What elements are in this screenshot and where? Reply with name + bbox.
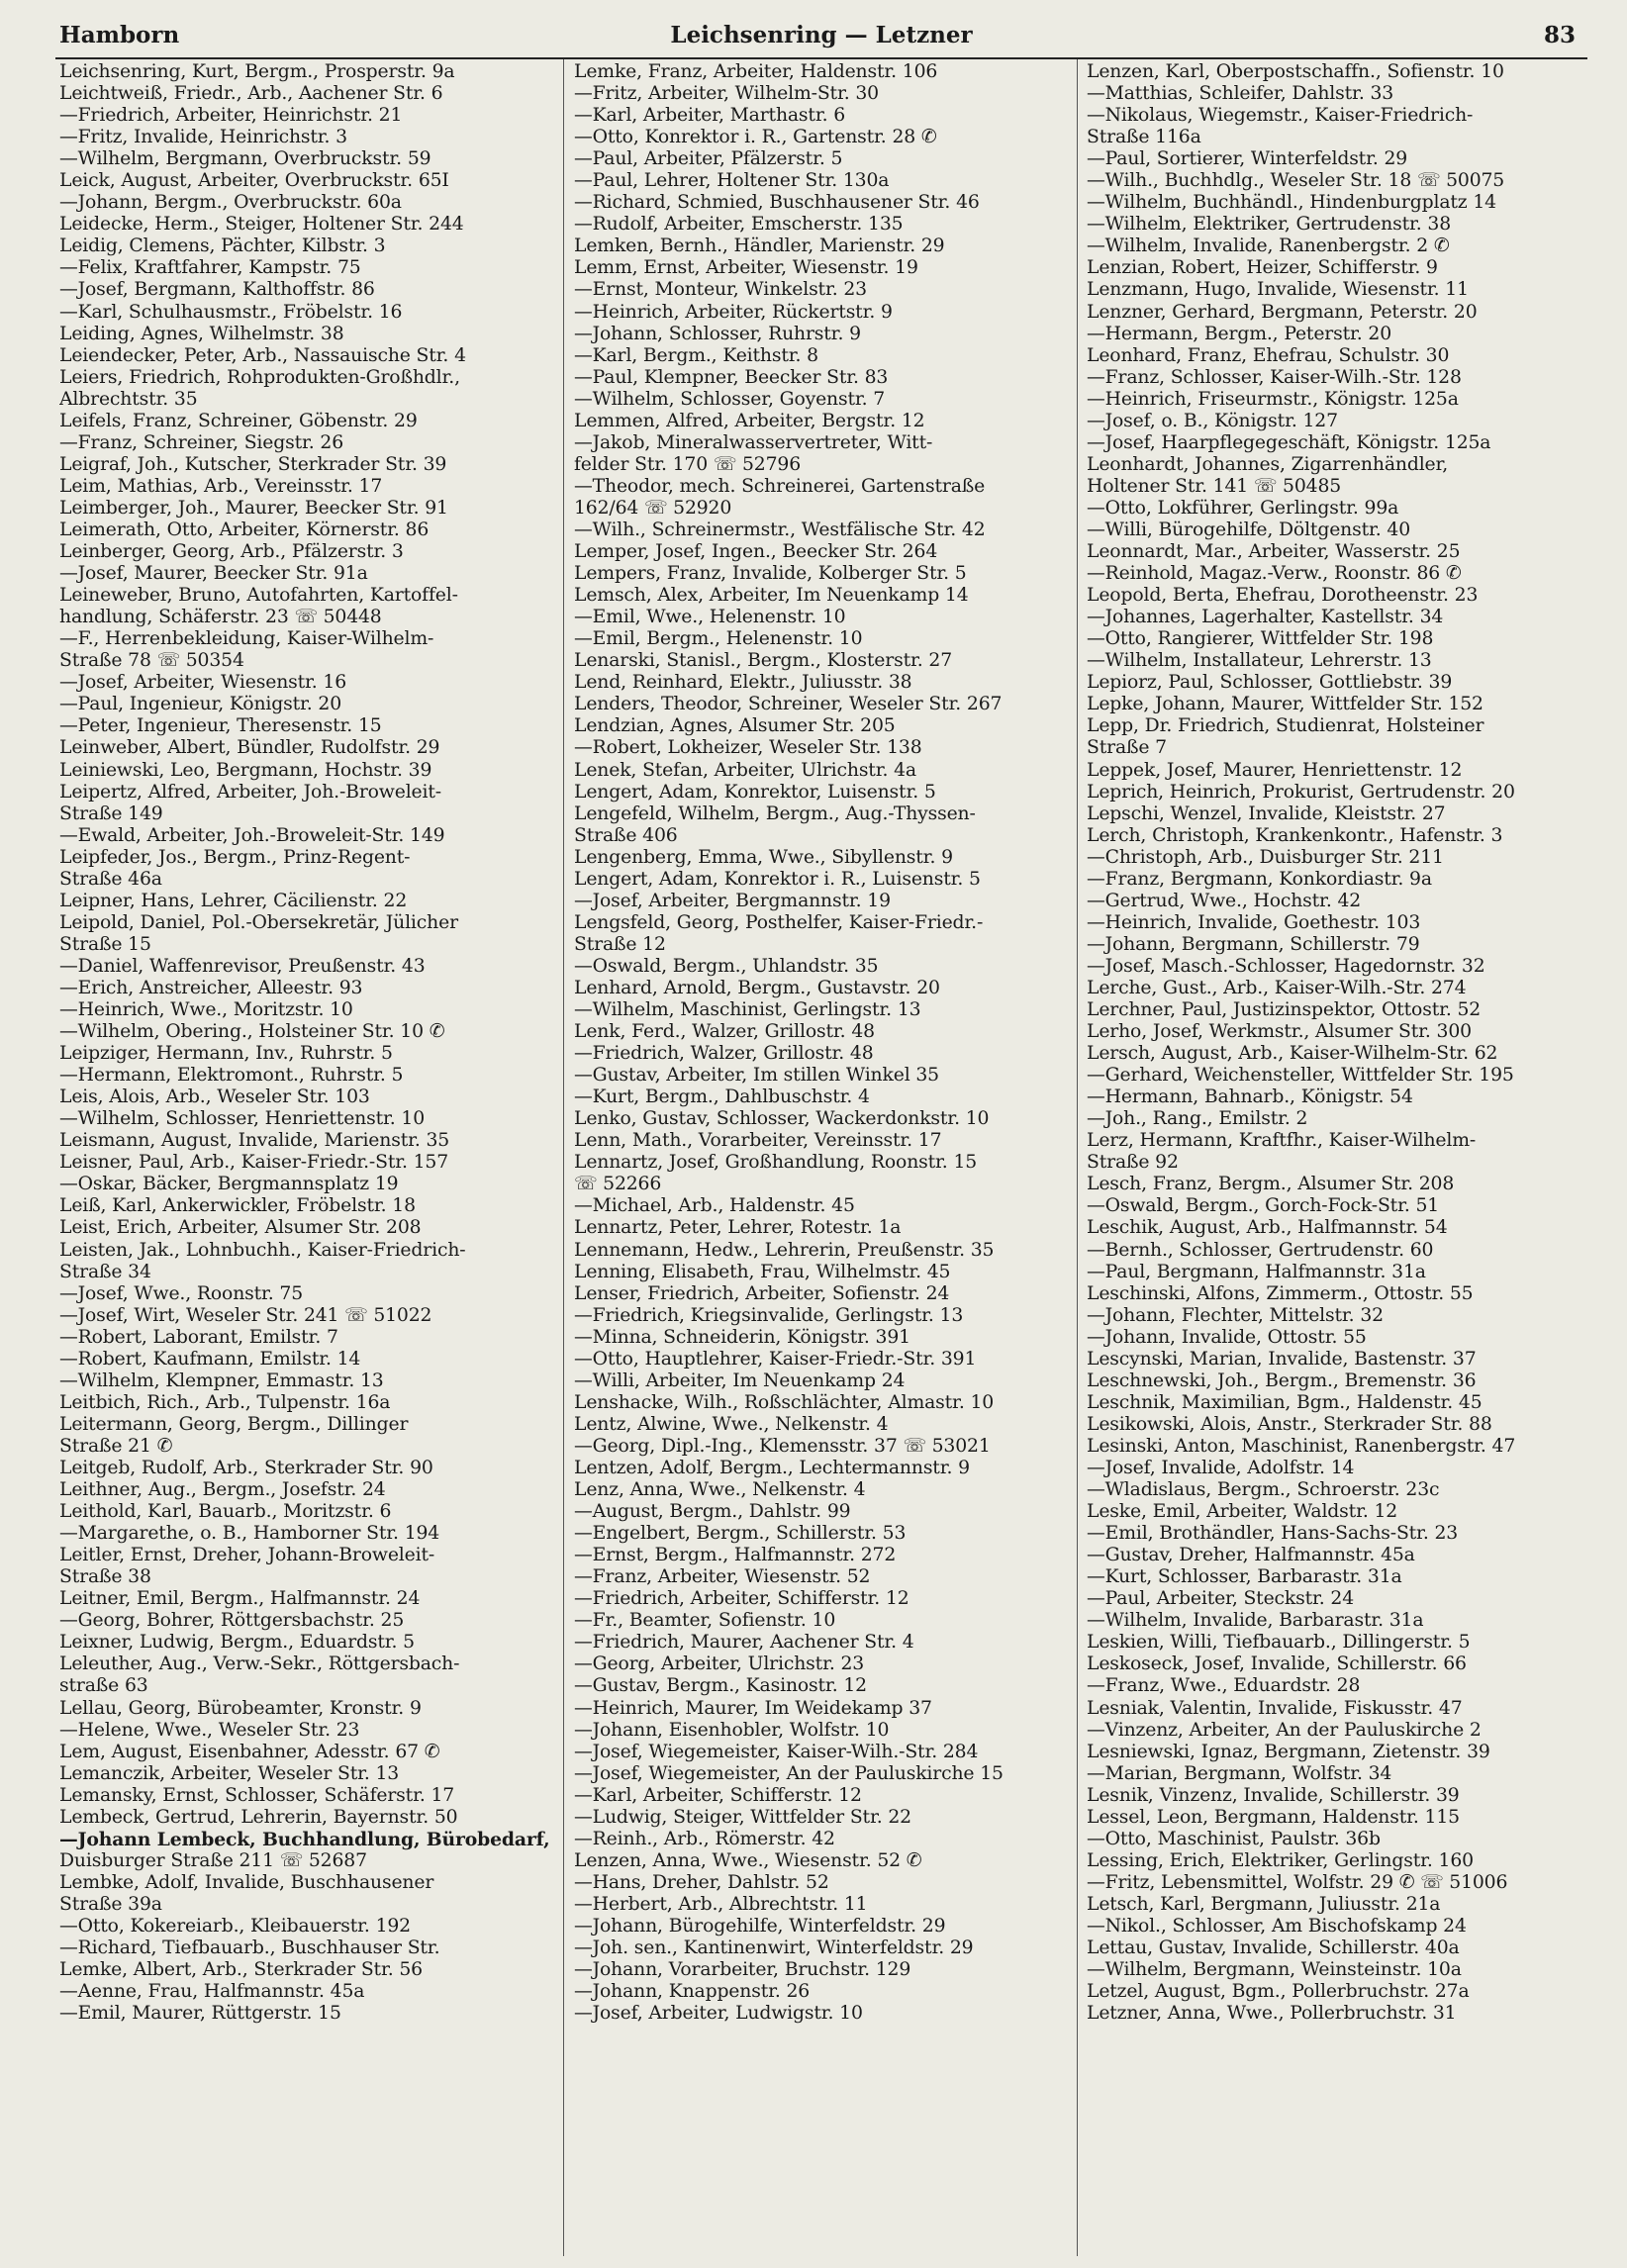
directory-entry: —Otto, Hauptlehrer, Kaiser-Friedr.-Str. 391 (574, 1348, 977, 1370)
directory-entry: Leskien, Willi, Tiefbauarb., Dillingerstr. 5 (1087, 1632, 1471, 1654)
directory-entry: Straße 12 (574, 933, 666, 955)
directory-entry: —Karl, Schulhausmstr., Fröbelstr. 16 (59, 301, 403, 323)
directory-entry: Letzel, August, Bgm., Pollerbruchstr. 27a (1087, 1981, 1470, 2003)
directory-entry: —Gertrud, Wwe., Hochstr. 42 (1087, 890, 1362, 911)
directory-entry: Lellau, Georg, Bürobeamter, Kronstr. 9 (59, 1697, 422, 1719)
directory-entry: Lentzen, Adolf, Bergm., Lechtermannstr. 9 (574, 1458, 970, 1478)
directory-entry: Lenders, Theodor, Schreiner, Weseler Str. 267 (574, 694, 1003, 715)
directory-entry: Leist, Erich, Arbeiter, Alsumer Str. 208 (59, 1217, 422, 1239)
directory-entry: —Josef, Haarpflegegeschäft, Königstr. 125a (1087, 431, 1491, 453)
directory-entry: straße 63 (59, 1675, 148, 1697)
directory-entry: Lemsch, Alex, Arbeiter, Im Neuenkamp 14 (574, 585, 969, 607)
directory-entry: Straße 92 (1087, 1152, 1179, 1174)
directory-entry: Leiendecker, Peter, Arb., Nassauische Str. 4 (59, 344, 466, 366)
directory-entry: Lentz, Alwine, Wwe., Nelkenstr. 4 (574, 1413, 889, 1435)
directory-column-2 (574, 61, 1069, 2256)
directory-entry: —Ludwig, Steiger, Wittfelder Str. 22 (574, 1806, 911, 1828)
directory-entry: Lemanczik, Arbeiter, Weseler Str. 13 (59, 1762, 400, 1784)
directory-entry: Straße 39a (59, 1893, 162, 1915)
directory-entry: —Johann, Bergmann, Schillerstr. 79 (1087, 933, 1420, 955)
directory-entry: Leitner, Emil, Bergm., Halfmannstr. 24 (59, 1588, 421, 1610)
directory-entry: Leonhard, Franz, Ehefrau, Schulstr. 30 (1087, 344, 1450, 366)
directory-entry: —Josef, Wirt, Weseler Str. 241 ☏ 51022 (59, 1304, 432, 1326)
directory-entry: Lenshacke, Wilh., Roßschlächter, Almastr. 10 (574, 1391, 995, 1413)
directory-entry: —Josef, Bergmann, Kalthoffstr. 86 (59, 279, 375, 301)
directory-entry: —Bernh., Schlosser, Gertrudenstr. 60 (1087, 1239, 1434, 1261)
directory-entry: —Georg, Arbeiter, Ulrichstr. 23 (574, 1654, 865, 1675)
directory-entry: —August, Bergm., Dahlstr. 99 (574, 1501, 851, 1523)
directory-entry: Lengert, Adam, Konrektor, Luisenstr. 5 (574, 781, 936, 803)
directory-entry: Leipold, Daniel, Pol.-Obersekretär, Jülicher (59, 911, 458, 933)
directory-entry: Leineweber, Bruno, Autofahrten, Kartoffel- (59, 585, 458, 607)
directory-entry: —F., Herrenbekleidung, Kaiser-Wilhelm- (59, 628, 434, 650)
directory-entry: —Franz, Schlosser, Kaiser-Wilh.-Str. 128 (1087, 366, 1462, 388)
directory-entry: Leinweber, Albert, Bündler, Rudolfstr. 29 (59, 737, 440, 759)
directory-entry: Lenk, Ferd., Walzer, Grillostr. 48 (574, 1021, 875, 1043)
directory-entry: Lerche, Gust., Arb., Kaiser-Wilh.-Str. 274 (1087, 977, 1467, 998)
directory-entry: —Wladislaus, Bergm., Schroerstr. 23c (1087, 1479, 1440, 1501)
directory-entry: Lepschi, Wenzel, Invalide, Kleiststr. 27 (1087, 803, 1446, 824)
directory-entry: Leipner, Hans, Lehrer, Cäcilienstr. 22 (59, 890, 408, 911)
directory-entry: —Fritz, Lebensmittel, Wolfstr. 29 ✆ ☏ 51006 (1087, 1871, 1508, 1893)
directory-entry: Lerz, Hermann, Kraftfhr., Kaiser-Wilhelm- (1087, 1130, 1477, 1152)
directory-entry: Straße 406 (574, 824, 678, 846)
directory-entry: —Otto, Rangierer, Wittfelder Str. 198 (1087, 628, 1434, 650)
directory-entry: —Willi, Arbeiter, Im Neuenkamp 24 (574, 1370, 906, 1391)
directory-entry: —Hermann, Bahnarb., Königstr. 54 (1087, 1087, 1413, 1108)
directory-entry: —Paul, Sortierer, Winterfeldstr. 29 (1087, 148, 1408, 170)
directory-entry: —Richard, Tiefbauarb., Buschhauser Str. (59, 1937, 440, 1959)
directory-entry: —Josef, Wwe., Roonstr. 75 (59, 1282, 304, 1304)
directory-entry: Lenarski, Stanisl., Bergm., Klosterstr. 27 (574, 650, 952, 672)
directory-entry: —Johann, Schlosser, Ruhrstr. 9 (574, 323, 861, 344)
directory-entry: Lenser, Friedrich, Arbeiter, Sofienstr. 24 (574, 1282, 950, 1304)
directory-entry: —Johann, Knappenstr. 26 (574, 1981, 811, 2003)
directory-entry: —Heinrich, Wwe., Moritzstr. 10 (59, 999, 353, 1021)
directory-entry: Leisner, Paul, Arb., Kaiser-Friedr.-Str. 157 (59, 1152, 449, 1174)
directory-entry: —Emil, Brothändler, Hans-Sachs-Str. 23 (1087, 1523, 1459, 1545)
directory-entry: Straße 46a (59, 868, 162, 890)
directory-entry: —Nikolaus, Wiegemstr., Kaiser-Friedrich- (1087, 105, 1474, 127)
directory-entry: Leismann, August, Invalide, Marienstr. 35 (59, 1130, 450, 1152)
directory-entry: —Nikol., Schlosser, Am Bischofskamp 24 (1087, 1915, 1467, 1937)
directory-entry: —Richard, Schmied, Buschhausener Str. 46 (574, 192, 980, 214)
directory-entry: —Gerhard, Weichensteller, Wittfelder Str. 195 (1087, 1065, 1514, 1087)
directory-entry: Leipfeder, Jos., Bergm., Prinz-Regent- (59, 846, 411, 868)
directory-entry: —Karl, Bergm., Keithstr. 8 (574, 344, 818, 366)
directory-entry: Lenz, Anna, Wwe., Nelkenstr. 4 (574, 1479, 866, 1501)
directory-entry: —Paul, Klempner, Beecker Str. 83 (574, 366, 889, 388)
directory-entry: Leiniewski, Leo, Bergmann, Hochstr. 39 (59, 759, 432, 781)
directory-entry: Lepke, Johann, Maurer, Wittfelder Str. 152 (1087, 694, 1483, 715)
directory-entry: Lemmen, Alfred, Arbeiter, Bergstr. 12 (574, 410, 925, 431)
directory-entry: Leim, Mathias, Arb., Vereinsstr. 17 (59, 475, 383, 497)
directory-entry: —Wilhelm, Maschinist, Gerlingstr. 13 (574, 999, 921, 1021)
directory-entry: Leitermann, Georg, Bergm., Dillinger (59, 1413, 409, 1435)
directory-entry: Leschik, August, Arb., Halfmannstr. 54 (1087, 1217, 1448, 1239)
directory-entry: —Gustav, Bergm., Kasinostr. 12 (574, 1675, 867, 1697)
directory-entry: Straße 15 (59, 933, 151, 955)
directory-entry: —Paul, Ingenieur, Königstr. 20 (59, 694, 342, 715)
directory-entry: Leiding, Agnes, Wilhelmstr. 38 (59, 323, 344, 344)
directory-entry: Holtener Str. 141 ☏ 50485 (1087, 475, 1342, 497)
directory-entry: —Aenne, Frau, Halfmannstr. 45a (59, 1981, 365, 2003)
directory-entry: Leiß, Karl, Ankerwickler, Fröbelstr. 18 (59, 1195, 416, 1217)
directory-column-1 (59, 61, 550, 2256)
directory-entry: —Friedrich, Walzer, Grillostr. 48 (574, 1043, 874, 1065)
header-name-range: Leichsenring — Letzner (670, 22, 973, 48)
directory-entry: Leichsenring, Kurt, Bergm., Prosperstr. 9a (59, 61, 455, 82)
directory-entry: Leidig, Clemens, Pächter, Kilbstr. 3 (59, 236, 386, 257)
directory-entry: Lenzen, Anna, Wwe., Wiesenstr. 52 ✆ (574, 1849, 922, 1871)
directory-entry: Lesch, Franz, Bergm., Alsumer Str. 208 (1087, 1174, 1455, 1195)
directory-entry: —Josef, o. B., Königstr. 127 (1087, 410, 1338, 431)
directory-entry: —Wilhelm, Buchhändl., Hindenburgplatz 14 (1087, 192, 1496, 214)
directory-entry: —Theodor, mech. Schreinerei, Gartenstraße (574, 475, 986, 497)
directory-entry: —Ewald, Arbeiter, Joh.-Broweleit-Str. 149 (59, 824, 445, 846)
directory-entry: Lend, Reinhard, Elektr., Juliusstr. 38 (574, 672, 912, 694)
directory-entry: Leitgeb, Rudolf, Arb., Sterkrader Str. 90 (59, 1458, 433, 1478)
directory-entry: —Paul, Lehrer, Holtener Str. 130a (574, 170, 890, 192)
directory-entry: —Paul, Arbeiter, Steckstr. 24 (1087, 1588, 1355, 1610)
directory-entry: Leipertz, Alfred, Arbeiter, Joh.-Broweleit- (59, 781, 441, 803)
directory-entry: Lemm, Ernst, Arbeiter, Wiesenstr. 19 (574, 257, 918, 279)
directory-entry: —Felix, Kraftfahrer, Kampstr. 75 (59, 257, 361, 279)
directory-entry: —Wilhelm, Bergmann, Weinsteinstr. 10a (1087, 1959, 1462, 1981)
directory-entry: Leitbich, Rich., Arb., Tulpenstr. 16a (59, 1391, 391, 1413)
directory-entry: Lendzian, Agnes, Alsumer Str. 205 (574, 715, 896, 737)
directory-entry: —Kurt, Bergm., Dahlbuschstr. 4 (574, 1087, 870, 1108)
directory-entry: Albrechtstr. 35 (59, 388, 198, 410)
directory-entry: Straße 116a (1087, 127, 1201, 148)
directory-entry: Lerho, Josef, Werkmstr., Alsumer Str. 300 (1087, 1021, 1472, 1043)
directory-entry: —Josef, Wiegemeister, An der Pauluskirche 15 (574, 1762, 1004, 1784)
directory-entry: —Peter, Ingenieur, Theresenstr. 15 (59, 715, 382, 737)
directory-entry: —Wilhelm, Klempner, Emmastr. 13 (59, 1370, 384, 1391)
directory-entry: —Erich, Anstreicher, Alleestr. 93 (59, 977, 363, 998)
directory-entry: —Matthias, Schleifer, Dahlstr. 33 (1087, 83, 1394, 105)
directory-entry: Lemper, Josef, Ingen., Beecker Str. 264 (574, 541, 938, 563)
directory-entry: —Gustav, Arbeiter, Im stillen Winkel 35 (574, 1065, 939, 1087)
directory-entry: Lennemann, Hedw., Lehrerin, Preußenstr. 35 (574, 1239, 995, 1261)
directory-entry: —Heinrich, Invalide, Goethestr. 103 (1087, 911, 1421, 933)
directory-entry: Straße 7 (1087, 737, 1167, 759)
directory-entry: —Johann, Eisenhobler, Wolfstr. 10 (574, 1719, 890, 1741)
directory-entry: —Willi, Bürogehilfe, Döltgenstr. 40 (1087, 519, 1410, 540)
directory-entry: —Josef, Arbeiter, Bergmannstr. 19 (574, 890, 891, 911)
directory-entry: Straße 149 (59, 803, 163, 824)
directory-entry: Lemke, Franz, Arbeiter, Haldenstr. 106 (574, 61, 938, 82)
directory-entry: Leppek, Josef, Maurer, Henriettenstr. 12 (1087, 759, 1463, 781)
directory-entry: Lengefeld, Wilhelm, Bergm., Aug.-Thyssen- (574, 803, 976, 824)
directory-entry: Lemke, Albert, Arb., Sterkrader Str. 56 (59, 1959, 423, 1981)
directory-entry: Lenzian, Robert, Heizer, Schifferstr. 9 (1087, 257, 1438, 279)
directory-entry: Lesinski, Anton, Maschinist, Ranenbergstr. 47 (1087, 1435, 1516, 1457)
directory-entry: Straße 34 (59, 1261, 151, 1282)
directory-entry: —Josef, Wiegemeister, Kaiser-Wilh.-Str. 284 (574, 1741, 979, 1762)
directory-entry: —Wilhelm, Schlosser, Henriettenstr. 10 (59, 1108, 426, 1130)
directory-entry: —Fritz, Invalide, Heinrichstr. 3 (59, 127, 347, 148)
directory-entry: Leonnardt, Mar., Arbeiter, Wasserstr. 25 (1087, 541, 1461, 563)
directory-entry: felder Str. 170 ☏ 52796 (574, 453, 801, 475)
directory-entry: —Georg, Bohrer, Röttgersbachstr. 25 (59, 1610, 405, 1632)
directory-entry: Lemansky, Ernst, Schlosser, Schäferstr. 17 (59, 1784, 455, 1806)
directory-entry: —Wilhelm, Obering., Holsteiner Str. 10 ✆ (59, 1021, 445, 1043)
directory-entry: —Emil, Wwe., Helenenstr. 10 (574, 607, 846, 628)
directory-entry: —Wilhelm, Installateur, Lehrerstr. 13 (1087, 650, 1432, 672)
directory-entry: —Ernst, Monteur, Winkelstr. 23 (574, 279, 867, 301)
directory-entry: Lembke, Adolf, Invalide, Buschhausener (59, 1871, 434, 1893)
directory-entry: —Johann, Bürogehilfe, Winterfeldstr. 29 (574, 1915, 946, 1937)
directory-entry: —Kurt, Schlosser, Barbarastr. 31a (1087, 1566, 1402, 1588)
directory-entry: —Heinrich, Arbeiter, Rückertstr. 9 (574, 301, 893, 323)
directory-entry: ☏ 52266 (574, 1174, 662, 1195)
directory-entry: —Reinhold, Magaz.-Verw., Roonstr. 86 ✆ (1087, 563, 1462, 585)
directory-entry: —Georg, Dipl.-Ing., Klemensstr. 37 ☏ 53021 (574, 1435, 991, 1457)
directory-entry: —Otto, Kokereiarb., Kleibauerstr. 192 (59, 1915, 411, 1937)
directory-entry: —Oswald, Bergm., Uhlandstr. 35 (574, 955, 879, 977)
directory-entry: —Johann, Invalide, Ottostr. 55 (1087, 1326, 1367, 1348)
directory-entry: —Oswald, Bergm., Gorch-Fock-Str. 51 (1087, 1195, 1440, 1217)
directory-entry: —Franz, Schreiner, Siegstr. 26 (59, 431, 344, 453)
directory-entry: —Franz, Wwe., Eduardstr. 28 (1087, 1675, 1361, 1697)
directory-entry: Leixner, Ludwig, Bergm., Eduardstr. 5 (59, 1632, 415, 1654)
directory-entry: —Paul, Bergmann, Halfmannstr. 31a (1087, 1261, 1426, 1282)
directory-entry: —Christoph, Arb., Duisburger Str. 211 (1087, 846, 1444, 868)
directory-entry: —Michael, Arb., Haldenstr. 45 (574, 1195, 855, 1217)
directory-entry: —Fr., Beamter, Sofienstr. 10 (574, 1610, 836, 1632)
column-divider (563, 59, 564, 2256)
directory-column-3 (1087, 61, 1587, 2256)
column-divider (1077, 59, 1078, 2256)
directory-entry: —Helene, Wwe., Weseler Str. 23 (59, 1719, 360, 1741)
directory-entry: —Johann Lembeck, Buchhandlung, Bürobedarf, (59, 1828, 550, 1850)
header-rule (55, 57, 1587, 59)
directory-entry: —Josef, Maurer, Beecker Str. 91a (59, 563, 368, 585)
directory-entry: —Franz, Arbeiter, Wiesenstr. 52 (574, 1566, 871, 1588)
directory-entry: Leopold, Berta, Ehefrau, Dorotheenstr. 23 (1087, 585, 1479, 607)
directory-entry: —Engelbert, Bergm., Schillerstr. 53 (574, 1523, 907, 1545)
directory-entry: —Joh., Rang., Emilstr. 2 (1087, 1108, 1308, 1130)
directory-entry: —Wilhelm, Invalide, Barbarastr. 31a (1087, 1610, 1424, 1632)
directory-entry: Lettau, Gustav, Invalide, Schillerstr. 40a (1087, 1937, 1460, 1959)
directory-entry: Straße 38 (59, 1566, 151, 1588)
directory-entry: —Karl, Arbeiter, Marthastr. 6 (574, 105, 846, 127)
directory-entry: —Friedrich, Arbeiter, Schifferstr. 12 (574, 1588, 909, 1610)
directory-entry: Leschinski, Alfons, Zimmerm., Ottostr. 55 (1087, 1282, 1474, 1304)
directory-entry: —Johann, Bergm., Overbruckstr. 60a (59, 192, 402, 214)
directory-entry: —Heinrich, Maurer, Im Weidekamp 37 (574, 1697, 932, 1719)
directory-entry: —Vinzenz, Arbeiter, An der Pauluskirche 2 (1087, 1719, 1482, 1741)
directory-entry: Leschnewski, Joh., Bergm., Bremenstr. 36 (1087, 1370, 1477, 1391)
directory-entry: —Karl, Arbeiter, Schifferstr. 12 (574, 1784, 862, 1806)
directory-entry: Leifels, Franz, Schreiner, Göbenstr. 29 (59, 410, 418, 431)
directory-entry: —Otto, Lokführer, Gerlingstr. 99a (1087, 497, 1399, 519)
directory-entry: Lesnik, Vinzenz, Invalide, Schillerstr. 39 (1087, 1784, 1460, 1806)
directory-entry: —Josef, Arbeiter, Wiesenstr. 16 (59, 672, 347, 694)
page-number: 83 (1543, 22, 1576, 48)
directory-entry: Lenek, Stefan, Arbeiter, Ulrichstr. 4a (574, 759, 916, 781)
directory-entry: Leigraf, Joh., Kutscher, Sterkrader Str. 39 (59, 453, 447, 475)
directory-entry: —Hermann, Elektromont., Ruhrstr. 5 (59, 1065, 404, 1087)
directory-entry: —Wilhelm, Bergmann, Overbruckstr. 59 (59, 148, 431, 170)
directory-entry: Lenning, Elisabeth, Frau, Wilhelmstr. 45 (574, 1261, 951, 1282)
directory-entry: Leske, Emil, Arbeiter, Waldstr. 12 (1087, 1501, 1398, 1523)
directory-entry: —Emil, Maurer, Rüttgerstr. 15 (59, 2003, 341, 2025)
directory-entry: Lerchner, Paul, Justizinspektor, Ottostr. 52 (1087, 999, 1482, 1021)
directory-entry: —Rudolf, Arbeiter, Emscherstr. 135 (574, 214, 904, 236)
directory-entry: —Wilhelm, Invalide, Ranenbergstr. 2 ✆ (1087, 236, 1450, 257)
directory-entry: —Fritz, Arbeiter, Wilhelm-Str. 30 (574, 83, 879, 105)
directory-entry: Lepiorz, Paul, Schlosser, Gottliebstr. 39 (1087, 672, 1453, 694)
directory-entry: Straße 78 ☏ 50354 (59, 650, 244, 672)
directory-entry: Leschnik, Maximilian, Bgm., Haldenstr. 45 (1087, 1391, 1483, 1413)
directory-entry: Letzner, Anna, Wwe., Pollerbruchstr. 31 (1087, 2003, 1457, 2025)
directory-entry: Lenzmann, Hugo, Invalide, Wiesenstr. 11 (1087, 279, 1469, 301)
directory-entry: —Robert, Kaufmann, Emilstr. 14 (59, 1348, 361, 1370)
directory-entry: —Wilhelm, Elektriker, Gertrudenstr. 38 (1087, 214, 1452, 236)
directory-entry: Lenko, Gustav, Schlosser, Wackerdonkstr. 10 (574, 1108, 990, 1130)
directory-entry: Leskoseck, Josef, Invalide, Schillerstr. 66 (1087, 1654, 1467, 1675)
directory-entry: Lennartz, Josef, Großhandlung, Roonstr. 15 (574, 1152, 978, 1174)
directory-entry: Lenzen, Karl, Oberpostschaffn., Sofienstr. 10 (1087, 61, 1504, 82)
directory-entry: Leidecke, Herm., Steiger, Holtener Str. 244 (59, 214, 464, 236)
directory-entry: —Josef, Arbeiter, Ludwigstr. 10 (574, 2003, 863, 2025)
directory-entry: —Friedrich, Maurer, Aachener Str. 4 (574, 1632, 914, 1654)
directory-entry: Leis, Alois, Arb., Weseler Str. 103 (59, 1087, 370, 1108)
directory-entry: —Margarethe, o. B., Hamborner Str. 194 (59, 1523, 440, 1545)
directory-entry: —Jakob, Mineralwasservertreter, Witt- (574, 431, 933, 453)
directory-entry: —Wilh., Schreinermstr., Westfälische Str. 42 (574, 519, 986, 540)
header-city: Hamborn (59, 22, 180, 48)
directory-entry: Leick, August, Arbeiter, Overbruckstr. 65I (59, 170, 449, 192)
directory-entry: —Herbert, Arb., Albrechtstr. 11 (574, 1893, 868, 1915)
directory-entry: —Otto, Maschinist, Paulstr. 36b (1087, 1828, 1381, 1849)
directory-entry: —Robert, Laborant, Emilstr. 7 (59, 1326, 338, 1348)
directory-entry: Leprich, Heinrich, Prokurist, Gertrudenstr. 20 (1087, 781, 1515, 803)
directory-entry: Lennartz, Peter, Lehrer, Rotestr. 1a (574, 1217, 902, 1239)
directory-entry: Leiers, Friedrich, Rohprodukten-Großhdlr., (59, 366, 460, 388)
directory-entry: —Ernst, Bergm., Halfmannstr. 272 (574, 1545, 897, 1566)
directory-entry: —Otto, Konrektor i. R., Gartenstr. 28 ✆ (574, 127, 937, 148)
directory-entry: —Wilhelm, Schlosser, Goyenstr. 7 (574, 388, 886, 410)
directory-entry: Leipziger, Hermann, Inv., Ruhrstr. 5 (59, 1043, 393, 1065)
directory-entry: —Minna, Schneiderin, Königstr. 391 (574, 1326, 910, 1348)
directory-entry: —Josef, Invalide, Adolfstr. 14 (1087, 1458, 1355, 1478)
directory-entry: Leichtweiß, Friedr., Arb., Aachener Str. 6 (59, 83, 443, 105)
directory-entry: —Friedrich, Kriegsinvalide, Gerlingstr. 13 (574, 1304, 964, 1326)
page-header (59, 22, 1583, 55)
directory-entry: Lemken, Bernh., Händler, Marienstr. 29 (574, 236, 945, 257)
directory-entry: Duisburger Straße 211 ☏ 52687 (59, 1849, 367, 1871)
directory-entry: Lengenberg, Emma, Wwe., Sibyllenstr. 9 (574, 846, 953, 868)
directory-entry: Leitler, Ernst, Dreher, Johann-Broweleit- (59, 1545, 435, 1566)
directory-entry: —Oskar, Bäcker, Bergmannsplatz 19 (59, 1174, 399, 1195)
directory-entry: Lenn, Math., Vorarbeiter, Vereinsstr. 17 (574, 1130, 942, 1152)
directory-entry: —Friedrich, Arbeiter, Heinrichstr. 21 (59, 105, 403, 127)
directory-entry: —Daniel, Waffenrevisor, Preußenstr. 43 (59, 955, 426, 977)
directory-entry: Lesniewski, Ignaz, Bergmann, Zietenstr. 39 (1087, 1741, 1490, 1762)
directory-entry: Lem, August, Eisenbahner, Adesstr. 67 ✆ (59, 1741, 440, 1762)
directory-entry: —Joh. sen., Kantinenwirt, Winterfeldstr. 29 (574, 1937, 974, 1959)
directory-entry: —Robert, Lokheizer, Weseler Str. 138 (574, 737, 922, 759)
directory-entry: Leleuther, Aug., Verw.-Sekr., Röttgersbach- (59, 1654, 460, 1675)
directory-entry: —Johannes, Lagerhalter, Kastellstr. 34 (1087, 607, 1444, 628)
directory-entry: —Gustav, Dreher, Halfmannstr. 45a (1087, 1545, 1415, 1566)
directory-entry: Lesikowski, Alois, Anstr., Sterkrader Str. 88 (1087, 1413, 1492, 1435)
directory-entry: —Marian, Bergmann, Wolfstr. 34 (1087, 1762, 1392, 1784)
directory-entry: —Hermann, Bergm., Peterstr. 20 (1087, 323, 1392, 344)
directory-entry: —Wilh., Buchhdlg., Weseler Str. 18 ☏ 50075 (1087, 170, 1505, 192)
directory-entry: Lenhard, Arnold, Bergm., Gustavstr. 20 (574, 977, 940, 998)
directory-entry: —Franz, Bergmann, Konkordiastr. 9a (1087, 868, 1432, 890)
directory-entry: Lessing, Erich, Elektriker, Gerlingstr. 160 (1087, 1849, 1474, 1871)
directory-entry: Lessel, Leon, Bergmann, Haldenstr. 115 (1087, 1806, 1460, 1828)
directory-entry: handlung, Schäferstr. 23 ☏ 50448 (59, 607, 382, 628)
directory-entry: Lescynski, Marian, Invalide, Bastenstr. 37 (1087, 1348, 1477, 1370)
directory-entry: Lembeck, Gertrud, Lehrerin, Bayernstr. 50 (59, 1806, 458, 1828)
directory-entry: Lepp, Dr. Friedrich, Studienrat, Holsteiner (1087, 715, 1484, 737)
directory-entry: Leisten, Jak., Lohnbuchh., Kaiser-Friedrich- (59, 1239, 466, 1261)
directory-entry: Leimberger, Joh., Maurer, Beecker Str. 91 (59, 497, 448, 519)
directory-entry: Lenzner, Gerhard, Bergmann, Peterstr. 20 (1087, 301, 1478, 323)
directory-entry: Lersch, August, Arb., Kaiser-Wilhelm-Str. 62 (1087, 1043, 1498, 1065)
directory-entry: Leimerath, Otto, Arbeiter, Körnerstr. 86 (59, 519, 430, 540)
directory-entry: —Emil, Bergm., Helenenstr. 10 (574, 628, 863, 650)
directory-entry: Lerch, Christoph, Krankenkontr., Hafenstr. 3 (1087, 824, 1503, 846)
directory-entry: Leithner, Aug., Bergm., Josefstr. 24 (59, 1479, 386, 1501)
directory-entry: Leithold, Karl, Bauarb., Moritzstr. 6 (59, 1501, 392, 1523)
directory-entry: Lengsfeld, Georg, Posthelfer, Kaiser-Friedr.- (574, 911, 984, 933)
directory-entry: —Hans, Dreher, Dahlstr. 52 (574, 1871, 829, 1893)
directory-entry: Lesniak, Valentin, Invalide, Fiskusstr. 47 (1087, 1697, 1463, 1719)
directory-entry: —Josef, Masch.-Schlosser, Hagedornstr. 32 (1087, 955, 1485, 977)
directory-entry: 162/64 ☏ 52920 (574, 497, 732, 519)
directory-entry: —Heinrich, Friseurmstr., Königstr. 125a (1087, 388, 1459, 410)
directory-entry: Leonhardt, Johannes, Zigarrenhändler, (1087, 453, 1449, 475)
directory-entry: —Paul, Arbeiter, Pfälzerstr. 5 (574, 148, 843, 170)
directory-entry: Leinberger, Georg, Arb., Pfälzerstr. 3 (59, 541, 404, 563)
directory-entry: Lempers, Franz, Invalide, Kolberger Str. 5 (574, 563, 967, 585)
directory-entry: —Reinh., Arb., Römerstr. 42 (574, 1828, 835, 1849)
directory-entry: Lengert, Adam, Konrektor i. R., Luisenstr. 5 (574, 868, 981, 890)
directory-entry: —Johann, Vorarbeiter, Bruchstr. 129 (574, 1959, 911, 1981)
directory-entry: Straße 21 ✆ (59, 1435, 173, 1457)
directory-entry: Letsch, Karl, Bergmann, Juliusstr. 21a (1087, 1893, 1441, 1915)
directory-entry: —Johann, Flechter, Mittelstr. 32 (1087, 1304, 1384, 1326)
